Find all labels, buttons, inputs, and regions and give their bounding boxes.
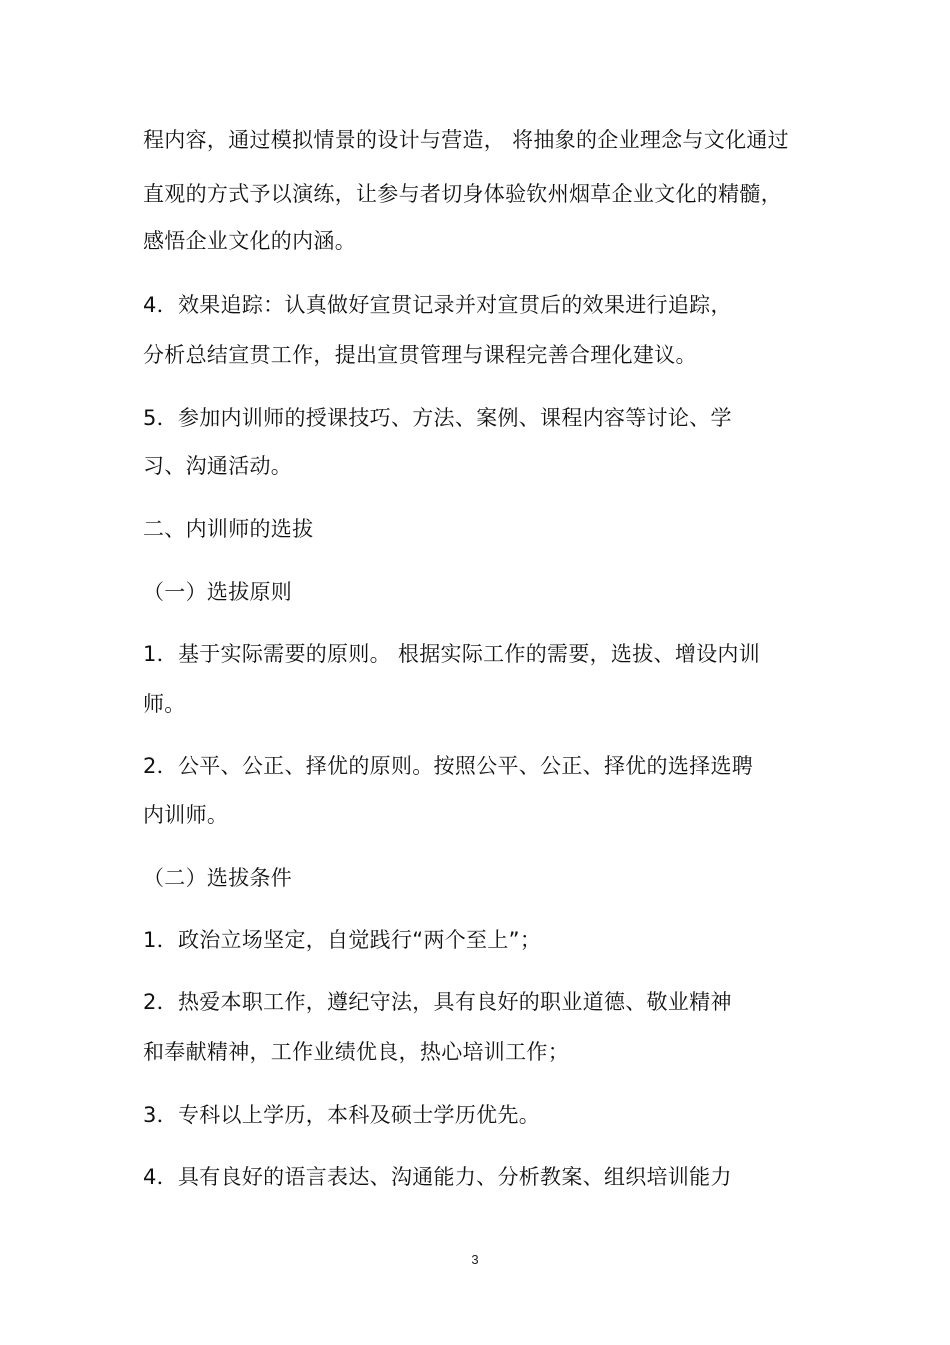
subsection-heading: （二）选拔条件: [143, 866, 293, 890]
body-text-line: 直观的方式予以演练，让参与者切身体验钦州烟草企业文化的精髓，: [143, 182, 782, 206]
body-text-line: 1．基于实际需要的原则。 根据实际工作的需要，选拔、增设内训: [143, 642, 761, 666]
body-text-line: 程内容，通过模拟情景的设计与营造， 将抽象的企业理念与文化通过: [143, 128, 789, 152]
body-text-line: 2．公平、公正、择优的原则。按照公平、公正、择优的选择选聘: [143, 754, 754, 778]
body-text-line: 2．热爱本职工作，遵纪守法，具有良好的职业道德、敬业精神: [143, 990, 732, 1014]
body-text-line: 内训师。: [143, 803, 229, 827]
subsection-heading: （一）选拔原则: [143, 580, 293, 604]
body-text-line: 3．专科以上学历，本科及硕士学历优先。: [143, 1103, 541, 1127]
body-text-line: 1．政治立场坚定，自觉践行“两个至上”；: [143, 928, 542, 952]
body-text-line: 4．具有良好的语言表达、沟通能力、分析教案、组织培训能力: [143, 1165, 732, 1189]
body-text-line: 分析总结宣贯工作，提出宣贯管理与课程完善合理化建议。: [143, 343, 697, 367]
body-text-line: 师。: [143, 692, 186, 716]
section-heading: 二、内训师的选拔: [143, 517, 314, 541]
page-number: 3: [471, 1252, 479, 1267]
body-text-line: 4．效果追踪：认真做好宣贯记录并对宣贯后的效果进行追踪，: [143, 293, 732, 317]
body-text-line: 和奉献精神，工作业绩优良，热心培训工作；: [143, 1040, 569, 1064]
body-text-line: 感悟企业文化的内涵。: [143, 229, 356, 253]
body-text-line: 习、沟通活动。: [143, 454, 293, 478]
body-text-line: 5．参加内训师的授课技巧、方法、案例、课程内容等讨论、学: [143, 406, 732, 430]
